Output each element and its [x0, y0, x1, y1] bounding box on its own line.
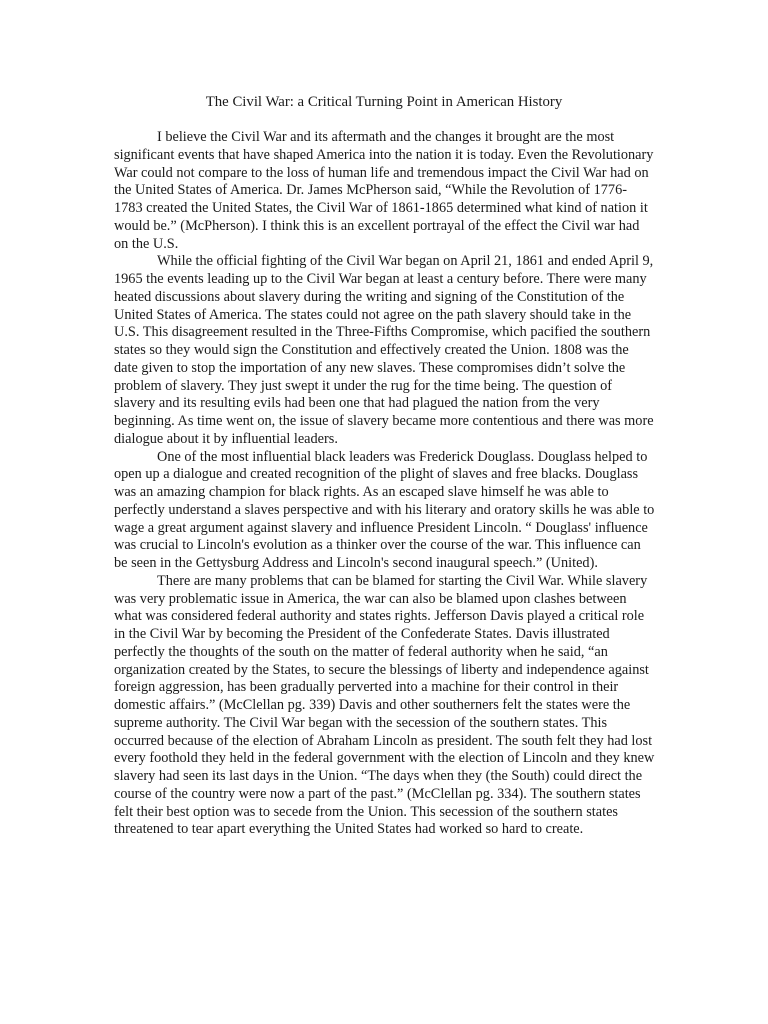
document-body [114, 129, 655, 839]
paragraph-states-rights: There are many problems that can be blamed for starting the Civil War. While slavery was very problematic issue in America, the war can also be blamed upon clashes between what was considered federal authority and states rights. Jefferson Davis played a critical role in the Civil War by becoming the President of the Confederate States. Davis illustrated perfectly the thoughts of the south on the matter of federal authority when he said, “an organization created by the States, to secure the blessings of liberty and independence against foreign aggression, has been gradually perverted into a machine for their control in their domestic affairs.” (McClellan pg. 339) Davis and other southerners felt the states were the supreme authority. The Civil War began with the secession of the southern states. This occurred because of the election of Abraham Lincoln as president. The south felt they had lost every foothold they held in the federal government with the election of Lincoln and they knew slavery had seen its last days in the Union. “The days when they (the South) could direct the course of the country were now a part of the past.” (McClellan pg. 334). The southern states felt their best option was to secede from the Union. This secession of the southern states threatened to tear apart everything the United States had worked so hard to create. [114, 572, 655, 838]
paragraph-intro: I believe the Civil War and its aftermath and the changes it brought are the most significant events that have shaped America into the nation it is today. Even the Revolutionary War could not compare to the loss of human life and tremendous impact the Civil War had on the United States of America. Dr. James McPherson said, “While the Revolution of 1776-1783 created the United States, the Civil War of 1861-1865 determined what kind of nation it would be.” (McPherson). I think this is an excellent portrayal of the effect the Civil war had on the U.S. [114, 129, 654, 252]
paragraph-frederick-douglass: One of the most influential black leaders was Frederick Douglass. Douglass helped to open up a dialogue and created recognition of the plight of slaves and free blacks. Douglass was an amazing champion for black rights. As an escaped slave himself he was able to perfectly understand a slaves perspective and with his literary and oratory skills he was able to wage a great argument against slavery and influence President Lincoln. “ Douglass' influence was crucial to Lincoln's evolution as a thinker over the course of the war. This influence can be seen in the Gettysburg Address and Lincoln's second inaugural speech.” (United). [114, 448, 655, 571]
paragraph-slavery-history: While the official fighting of the Civil War began on April 21, 1861 and ended April 9, 1965 the events leading up to the Civil War began at least a century before. There were many heated discussions about slavery during the writing and signing of the Constitution of the United States of America. The states could not agree on the path slavery should take in the U.S. This disagreement resulted in the Three-Fifths Compromise, which pacified the southern states so they would sign the Constitution and effectively created the Union. 1808 was the date given to stop the importation of any new slaves. These compromises didn’t solve the problem of slavery. They just swept it under the rug for the time being. The question of slavery and its resulting evils had been one that had plagued the nation from the very beginning. As time went on, the issue of slavery became more contentious and there was more dialogue about it by influential leaders. [114, 253, 654, 447]
document-title: The Civil War: a Critical Turning Point in American History [205, 94, 563, 110]
